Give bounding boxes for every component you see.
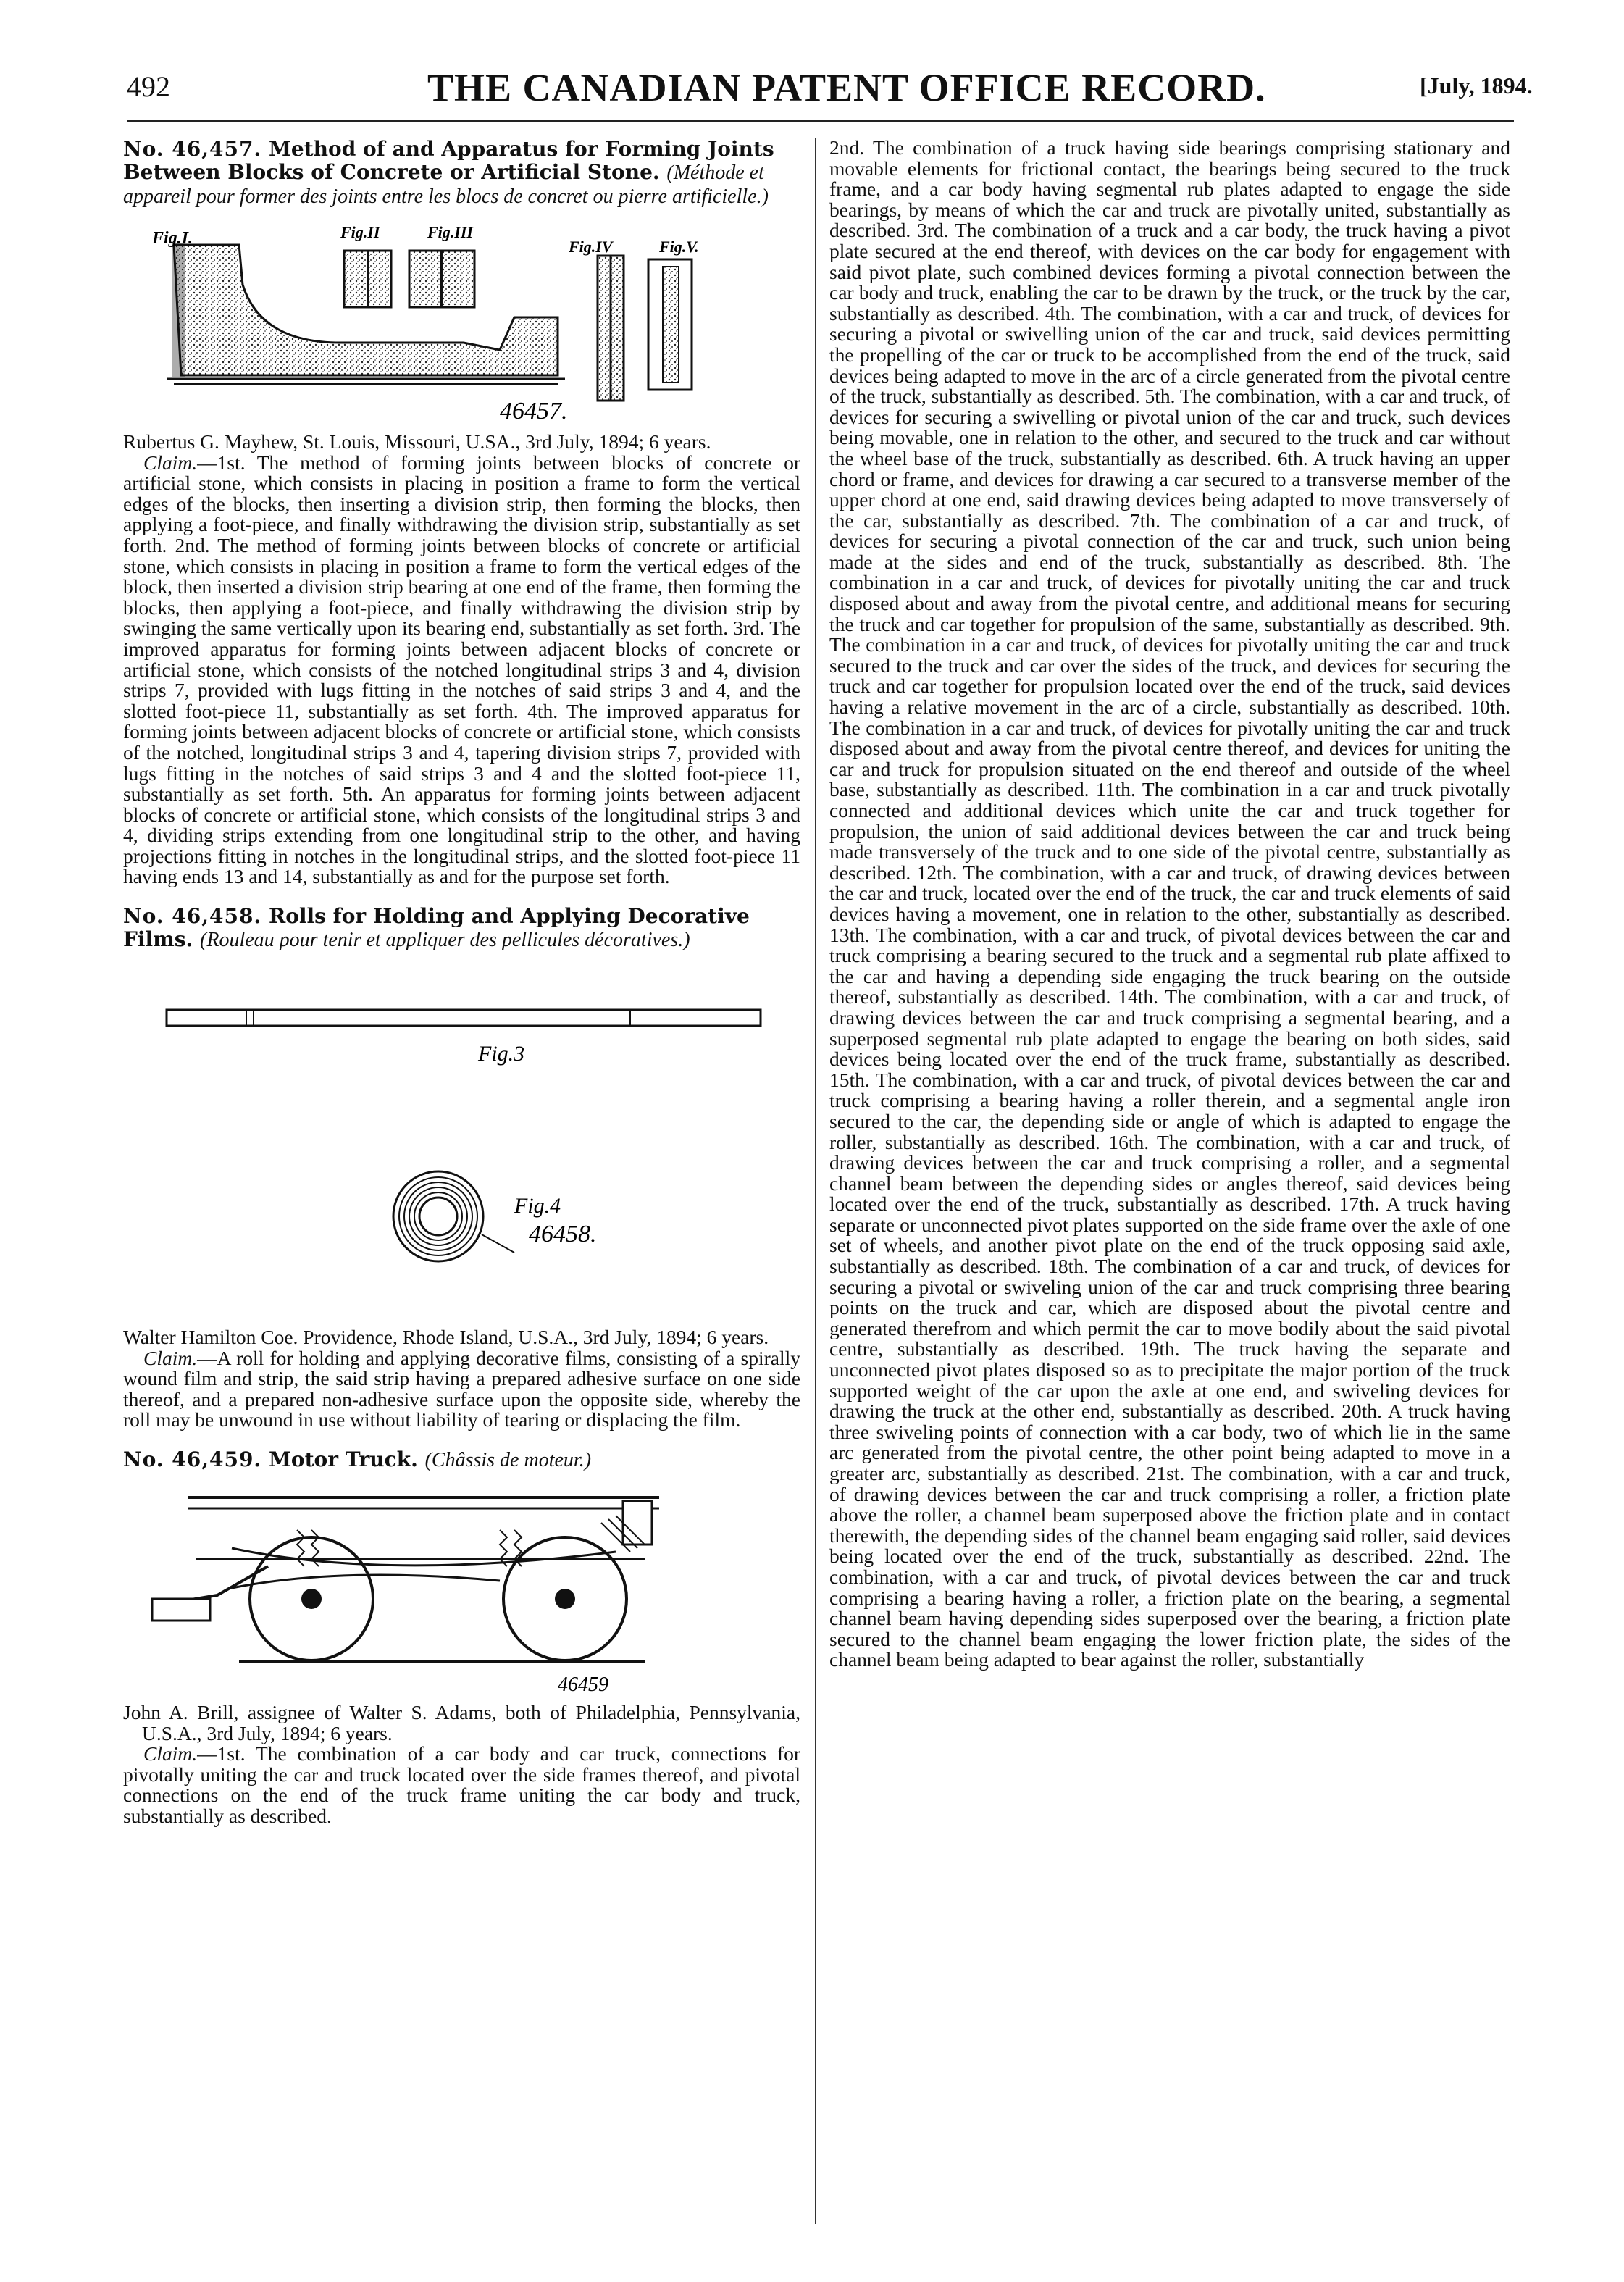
patent-heading bbox=[123, 905, 800, 952]
patentee-info: Rubertus G. Mayhew, St. Louis, Missouri, U.SA., 3rd July, 1894; 6 years. bbox=[123, 430, 711, 453]
journal-title: THE CANADIAN PATENT OFFICE RECORD. bbox=[427, 66, 1266, 109]
figure-caption: 46459 bbox=[558, 1673, 608, 1697]
patent-heading bbox=[123, 138, 800, 209]
figure-label: Fig.3 bbox=[478, 1042, 525, 1066]
patent-number: No. 46,457. bbox=[123, 137, 262, 161]
figure-caption: 46457. bbox=[500, 398, 568, 425]
patent-title: Rolls for Holding and Applying Decorative Films. bbox=[123, 904, 750, 952]
issue-date: [July, 1894. bbox=[1420, 72, 1533, 99]
figure-label: Fig.II bbox=[340, 223, 380, 241]
page-number: 492 bbox=[127, 70, 170, 103]
patent-french-title: (Méthode et appareil pour former des joints entre les blocs de concret ou pierre artificielle.) bbox=[123, 162, 769, 208]
patent-title: Method of and Apparatus for Forming Joints Between Blocks of Concrete or Artificial Stone. bbox=[123, 137, 774, 184]
figure-caption: 46458. bbox=[529, 1221, 597, 1248]
figure-decorative-film-roll bbox=[123, 959, 800, 1321]
claim-label: Claim. bbox=[143, 1742, 198, 1765]
claim-text bbox=[123, 1744, 800, 1826]
patent-number: No. 46,458. bbox=[123, 904, 262, 929]
claim-body: —A roll for holding and applying decorative films, consisting of a spirally wound film and strip, the said strip having a prepared adhesive surface on one side thereof, and a prepared non-adhesive surface upon the opposite side, whereby the roll may be unwound in use without liability of tearing or displacing the film. bbox=[123, 1346, 800, 1432]
patent-number: No. 46,459. bbox=[123, 1447, 262, 1472]
patentee-info: John A. Brill, assignee of Walter S. Adams, both of Philadelphia, Pennsylvania, U.S.A., 3rd July, 1894; 6 years. bbox=[123, 1701, 800, 1744]
claim-text bbox=[123, 453, 800, 887]
figure-label: Fig.IV bbox=[569, 238, 613, 256]
claim-body: —1st. The method of forming joints between blocks of concrete or artificial stone, which consists in placing in position a frame to form the vertical edges of the blocks, then inserting a division strip, then forming the blocks, then applying a foot-piece, and finally withdrawing the division strip, substantially as set forth. 2nd. The method of forming joints between blocks of concrete or artificial stone, which consists in placing in position a frame to form the vertical edges of the block, then inserted a division strip bearing at one end of the frame, then forming the blocks, then applying a foot-piece, and finally withdrawing the division strip by swinging the same vertically upon its bearing end, substantially as set forth. 3rd. The improved apparatus for forming joints between adjacent blocks of concrete or artificial stone, which consists of the notched longitudinal strips 3 and 4, division strips 7, provided with lugs fitting in the notches of said strips 3 and 4, and the slotted foot-piece 11, substantially as set forth. 4th. The improved apparatus for forming joints between adjacent blocks of concrete or artificial stone, which consists of the notched, longitudinal strips 3 and 4, tapering division strips 7, provided with lugs fitting in the notches of said strips 3 and 4 and the slotted foot-piece 11, substantially as set forth. 5th. An apparatus for forming joints between adjacent blocks of concrete or artificial stone, which consists of the longitudinal strips 3 and 4, dividing strips extending from one longitudinal strip to the other, and having projections fitting in notches in the longitudinal strips, and the slotted foot-piece 11 having ends 13 and 14, substantially as and for the purpose set forth. bbox=[123, 451, 800, 888]
right-column bbox=[829, 138, 1510, 1671]
claim-continuation: 2nd. The combination of a truck having side bearings comprising stationary and movable elements for frictional contact, the bearings being secured to the truck frame, and a car body having segmental rub plates adapted to engage the side bearings, by means of which the car and truck are pivotally united, substantially as described. 3rd. The combination of a truck and a car body, the truck having a pivot plate secured at the end thereof, with devices on the car body for engagement with said pivot plate, such combined devices forming a pivotal connection between the car body and truck, enabling the car to be drawn by the truck, or the truck by the car, substantially as described. 4th. The combination, with a car and truck, of devices for securing a pivotal or swivelling union of the car and truck, said devices permitting the propelling of the car or truck to be accomplished from the end of the truck, said devices being adapted to move in the arc of a circle generated from the pivotal centre of the truck, substantially as described. 5th. The combination, with a car and truck, of devices for securing a swivelling or pivotal union of the car and truck, such devices being movable, one in relation to the other, and secured to the truck and car without the wheel base of the truck, substantially as described. 6th. A truck having an upper chord or frame, and devices for drawing a car secured to a transverse member of the upper chord at one end, said drawing devices being adapted to move transversely of the car, substantially as described. 7th. The combination of a car and truck, of devices for securing a pivotal connection of the car and truck, such union being made at the sides and end of the truck, substantially as described. 8th. The combination in a car and truck, of devices for pivotally uniting the car and truck disposed about and away from the pivotal centre, and additional means for securing the truck and car together for propulsion of the same, substantially as described. 9th. The combination in a car and truck, of devices for pivotally uniting the car and truck secured to the truck and car over the sides of the truck, and devices for securing the truck and car together for propulsion located over the end of the truck, said devices having a relative movement in the arc of a circle, substantially as described. 10th. The combination in a car and truck, of devices for pivotally uniting the car and truck disposed about and away from the pivotal centre thereof, and devices for uniting the car and truck for propulsion situated on the end thereof and outside of the wheel base, substantially as described. 11th. The combination in a car and truck pivotally connected and additional devices which unite the car and truck together for propulsion, the union of said additional devices between the car and truck being made transversely of the truck and to one side of the pivotal centre, substantially as described. 12th. The combination, with a car and truck, of drawing devices between the car and truck, located over the end of the truck, the car and truck elements of said devices having a movement, one in relation to the other, substantially as described. 13th. The combination, with a car and truck, of pivotal devices between the car and truck comprising a bearing secured to the truck and a segmental rub plate affixed to the car and having a depending side engaging the truck bearing on the outside thereof, substantially as described. 14th. The combination, with a car and truck, of drawing devices between the car and truck comprising a segmental bearing, and a superposed segmental rub plate adapted to engage the bearing on both sides, said devices being located over the end of the truck frame, substantially as described. 15th. The combination, with a car and truck, of pivotal devices between the car and truck comprising a bearing having a roller therein, and a segmental angle iron secured to the car, the depending side or angle of which is adapted to engage the roller, substantially as described. 16th. The combination, with a car and truck, of drawing devices between the car and truck comprising a roller, and a segmental channel beam between the depending sides or angles thereof, said devices being located over the end of the truck, substantially as described. 17th. A truck having separate or unconnected pivot plates supported on the side frame over the axle of one set of wheels, and another pivot plate on the end of the truck opposing said axle, substantially as described. 18th. The combination of a car and truck, of devices for securing a pivotal or swiveling union of the car and truck comprising three bearing points on the truck and car, which are disposed about the pivotal centre and generated therefrom and which permit the car to move bodily about the said pivotal centre, substantially as described. 19th. The truck having the separate and unconnected pivot plates disposed so as to precipitate the major portion of the truck supported weight of the car upon the axle at one end, and swiveling devices for drawing the truck at the other end, substantially as described. 20th. A truck having three swiveling points of connection with a car body, two of which lie in the same arc generated from the pivotal centre, the other point being adapted to move in a greater arc, substantially as described. 21st. The combination, with a car and truck, of drawing devices between the car and truck comprising a roller, a friction plate above the roller, a channel beam superposed above the friction plate and in contact therewith, the depending sides of the channel beam engaging said roller, said devices being located over the end of the truck, substantially as described. 22nd. The combination, with a car and truck, of pivotal devices between the car and truck comprising a bearing having a roller, a friction plate on the bearing, a segmental channel beam having depending sides superposed over the bearing, a friction plate secured to the channel beam engaging the lower friction plate, the sides of the channel beam being adapted to bear against the roller, substantially bbox=[829, 136, 1510, 1671]
figure-label: Fig.V. bbox=[659, 238, 699, 256]
claim-label: Claim. bbox=[143, 451, 198, 474]
patent-french-title: (Rouleau pour tenir et appliquer des pellicules décoratives.) bbox=[200, 929, 690, 952]
claim-label: Claim. bbox=[143, 1346, 198, 1369]
claim-text bbox=[123, 1348, 800, 1431]
patent-french-title: (Châssis de moteur.) bbox=[424, 1449, 592, 1472]
page-header bbox=[0, 0, 1624, 109]
patent-entry-46458 bbox=[123, 905, 800, 1431]
left-column bbox=[123, 138, 800, 1827]
patent-entry-46459 bbox=[123, 1448, 800, 1827]
column-divider bbox=[815, 138, 816, 2224]
patentee-info: Walter Hamilton Coe. Providence, Rhode Island, U.S.A., 3rd July, 1894; 6 years. bbox=[123, 1326, 769, 1349]
claim-body: —1st. The combination of a car body and car truck, connections for pivotally uniting the car and truck located over the side frames thereof, and pivotal connections on the end of the truck frame uniting the car body and truck, substantially as described. bbox=[123, 1742, 800, 1827]
figure-motor-truck bbox=[123, 1479, 800, 1697]
header-rule bbox=[127, 120, 1514, 122]
figure-label: Fig.4 bbox=[514, 1194, 561, 1219]
figure-label: Fig.I. bbox=[152, 229, 193, 248]
patent-entry-46457 bbox=[123, 138, 800, 887]
patent-title: Motor Truck. bbox=[268, 1447, 418, 1472]
figure-concrete-joints bbox=[123, 216, 800, 426]
patent-heading bbox=[123, 1448, 800, 1472]
figure-label: Fig.III bbox=[427, 223, 473, 241]
